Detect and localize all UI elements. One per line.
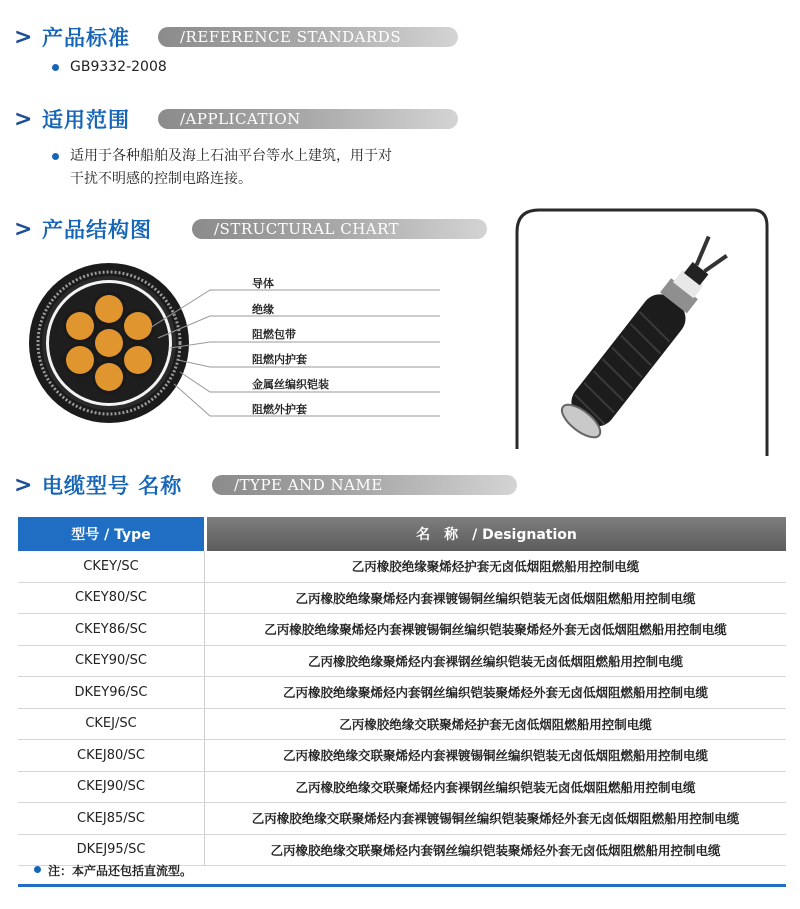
header-designation: 名 称 / Designation	[207, 517, 786, 551]
section-pill-standards: /REFERENCE STANDARDS	[158, 27, 458, 47]
cell-designation: 乙丙橡胶绝缘聚烯烃内套裸钢丝编织铠装无卤低烟阻燃船用控制电缆	[307, 653, 683, 669]
table-row	[18, 677, 786, 709]
cell-designation: 乙丙橡胶绝缘聚烯烃内套钢丝编织铠装聚烯烃外套无卤低烟阻燃船用控制电缆	[282, 685, 708, 701]
cell-type: CKEY90/SC	[18, 646, 205, 677]
chevron-right-icon: >	[14, 24, 33, 50]
table-row	[18, 646, 786, 678]
table-header	[18, 517, 786, 551]
section-pill-application: /APPLICATION	[158, 109, 458, 129]
cell-designation: 乙丙橡胶绝缘交联聚烯烃内套裸镀锡铜丝编织铠装无卤低烟阻燃船用控制电缆	[282, 748, 708, 764]
cell-designation: 乙丙橡胶绝缘交联聚烯烃内套钢丝编织铠装聚烯烃外套无卤低烟阻燃船用控制电缆	[270, 842, 721, 858]
chevron-right-icon: >	[14, 472, 33, 498]
application-line-1: 适用于各种船舶及海上石油平台等水上建筑，用于对	[70, 148, 392, 164]
table-row	[18, 772, 786, 804]
bullet-icon	[52, 64, 59, 71]
label-flame-retardant-tape: 阻燃包带	[252, 328, 296, 341]
cell-designation: 乙丙橡胶绝缘交联聚烯烃内套裸镀锡铜丝编织铠装聚烯烃外套无卤低烟阻燃船用控制电缆	[251, 811, 740, 827]
cell-type: DKEY96/SC	[18, 677, 205, 708]
bottom-rule	[18, 884, 786, 887]
section-pill-type-name: /TYPE AND NAME	[212, 475, 517, 495]
cell-type: CKEJ85/SC	[18, 803, 205, 834]
section-title-application: 适用范围	[42, 108, 130, 132]
cell-designation: 乙丙橡胶绝缘交联聚烯烃护套无卤低烟阻燃船用控制电缆	[339, 716, 652, 732]
bullet-icon	[52, 153, 59, 160]
section-header-standards	[14, 22, 130, 52]
chevron-right-icon: >	[14, 106, 33, 132]
label-insulation: 绝缘	[252, 303, 274, 316]
cell-designation: 乙丙橡胶绝缘交联聚烯烃内套裸钢丝编织铠装无卤低烟阻燃船用控制电缆	[295, 779, 696, 795]
cable-photo	[505, 204, 772, 459]
header-type: 型号 / Type	[18, 517, 207, 551]
table-row	[18, 740, 786, 772]
section-pill-structure: /STRUCTURAL CHART	[192, 219, 487, 239]
cell-type: CKEJ80/SC	[18, 740, 205, 771]
table-row	[18, 583, 786, 615]
table-row	[18, 709, 786, 741]
cell-type: CKEY/SC	[18, 551, 205, 582]
callout-leader-lines	[150, 280, 450, 420]
type-designation-table	[18, 517, 786, 866]
label-metal-braid-armour: 金属丝编织铠装	[252, 378, 329, 391]
cell-designation: 乙丙橡胶绝缘聚烯烃护套无卤低烟阻燃船用控制电缆	[351, 559, 640, 575]
table-row	[18, 803, 786, 835]
label-inner-sheath: 阻燃内护套	[252, 353, 307, 366]
section-title-structure: 产品结构图	[42, 218, 152, 242]
label-outer-sheath: 阻燃外护套	[252, 403, 307, 416]
standard-text: GB9332-2008	[70, 59, 167, 75]
cell-designation: 乙丙橡胶绝缘聚烯烃内套裸镀锡铜丝编织铠装无卤低烟阻燃船用控制电缆	[295, 590, 696, 606]
cell-type: DKEJ95/SC	[18, 835, 205, 866]
footnote: 注：本产品还包括直流型。	[48, 864, 193, 878]
section-title-standards: 产品标准	[42, 26, 130, 50]
bullet-icon	[34, 866, 41, 873]
label-conductor: 导体	[252, 277, 274, 290]
cell-designation: 乙丙橡胶绝缘聚烯烃内套裸镀锡铜丝编织铠装聚烯烃外套无卤低烟阻燃船用控制电缆	[264, 622, 727, 638]
chevron-right-icon: >	[14, 216, 33, 242]
section-header-application	[14, 104, 130, 134]
section-title-type-name: 电缆型号 名称	[42, 474, 183, 498]
cell-type: CKEJ90/SC	[18, 772, 205, 803]
section-header-type-name	[14, 470, 182, 500]
application-line-2: 干扰不明感的控制电路连接。	[70, 171, 252, 187]
cell-type: CKEY86/SC	[18, 614, 205, 645]
cell-type: CKEY80/SC	[18, 583, 205, 614]
table-row	[18, 551, 786, 583]
table-row	[18, 614, 786, 646]
section-header-structure	[14, 214, 152, 244]
cell-type: CKEJ/SC	[18, 709, 205, 740]
